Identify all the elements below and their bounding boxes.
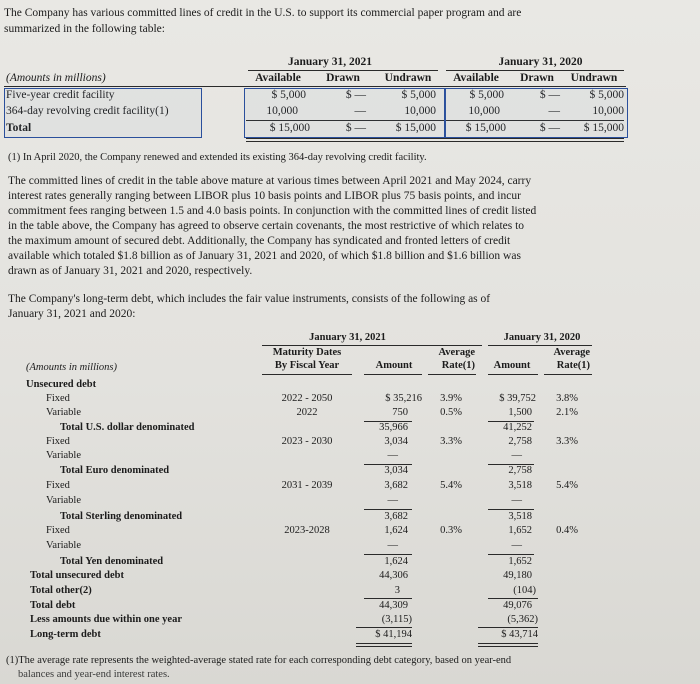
debt-row-label: Fixed xyxy=(46,525,70,536)
debt-cell-amount-2021: $ 41,194 xyxy=(375,629,412,640)
debt-total-label: Total debt xyxy=(30,600,76,611)
debt-total-label: Long-term debt xyxy=(30,629,101,640)
credit-footnote: (1) In April 2020, the Company renewed and extended its existing 364-day revolving credit facility. xyxy=(8,152,427,163)
debt-cell-rate-2020: 2.1% xyxy=(556,407,578,418)
credit-cell: $ 5,000 xyxy=(271,89,306,101)
credit-cell: 10,000 xyxy=(404,105,436,117)
debt-cell-amount-2020: — xyxy=(511,495,522,506)
debt-cell-amount-2021: — xyxy=(387,450,398,461)
debt-period-2021: January 31, 2021 xyxy=(309,332,386,343)
debt-total-label: Total other(2) xyxy=(30,585,92,596)
debt-footnote-line-2: balances and year-end interest rates. xyxy=(18,669,170,680)
credit-total-double-rule xyxy=(246,138,624,142)
debt-average-header-2020: Average xyxy=(553,347,590,358)
debt-cell-amount-2020: — xyxy=(511,540,522,551)
debt-cell-amount-2020: $ 39,752 xyxy=(499,393,536,404)
credit-cell: $ — xyxy=(345,89,366,101)
highlight-box xyxy=(444,88,628,138)
debt-cell-rate-2021: 3.3% xyxy=(440,436,462,447)
credit-cell: $ 5,000 xyxy=(401,89,436,101)
debt-col-rule xyxy=(364,374,422,375)
debt-row-label: Fixed xyxy=(46,480,70,491)
debt-cell-rate-2021: 3.9% xyxy=(440,393,462,404)
debt-cell-maturity: 2023-2028 xyxy=(284,525,330,536)
debt-cell-amount-2021: 750 xyxy=(392,407,408,418)
debt-cell-amount-2020: 49,076 xyxy=(503,600,532,611)
debt-cell-amount-2021: — xyxy=(387,540,398,551)
credit-cell: — xyxy=(548,105,560,117)
paragraph-line: in the table above, the Company has agreed to observe certain covenants, the most restrictive of which relates to xyxy=(8,220,525,232)
paragraph-debt-line-2: January 31, 2021 and 2020: xyxy=(8,308,136,320)
debt-cell-maturity: 2022 - 2050 xyxy=(281,393,333,404)
debt-cell-amount-2021: 44,309 xyxy=(379,600,408,611)
debt-sum-rule xyxy=(488,554,534,555)
paragraph-line: The committed lines of credit in the table above mature at various times between April 2021 and May 2024, carry xyxy=(8,175,532,187)
debt-cell-amount-2020: 2,758 xyxy=(508,465,532,476)
debt-cell-amount-2020: 49,180 xyxy=(503,570,532,581)
credit-header-rule-2020 xyxy=(446,70,624,71)
credit-cell: 10,000 xyxy=(266,105,298,117)
debt-sum-rule xyxy=(356,627,412,628)
paragraph-line: commitment fees ranging between 1.5 and 4.0 basis points. In conjunction with the committed lines of credit listed xyxy=(8,205,537,217)
debt-sum-rule xyxy=(364,509,412,510)
credit-col-undrawn-2021: Undrawn xyxy=(384,72,432,84)
credit-cell: $ 15,000 xyxy=(269,122,310,134)
debt-row-label: Variable xyxy=(46,407,81,418)
debt-cell-amount-2021: 1,624 xyxy=(384,556,408,567)
intro-line-2: summarized in the following table: xyxy=(4,23,165,35)
debt-average-header-2021: Average xyxy=(438,347,475,358)
debt-total-label: Total unsecured debt xyxy=(30,570,124,581)
paragraph-line: the maximum amount of secured debt. Additionally, the Company has syndicated and fronted letters of credit xyxy=(8,235,511,247)
debt-cell-amount-2020: 41,252 xyxy=(503,422,532,433)
debt-col-rule xyxy=(488,374,538,375)
debt-cell-amount-2021: 44,306 xyxy=(379,570,408,581)
debt-sum-rule xyxy=(488,598,538,599)
debt-row-label: Variable xyxy=(46,495,81,506)
credit-cell: $ 15,000 xyxy=(583,122,624,134)
credit-units-label: (Amounts in millions) xyxy=(6,72,106,84)
credit-cell: $ — xyxy=(539,89,560,101)
debt-rate-header-2021: Rate(1) xyxy=(441,360,475,371)
debt-cell-rate-2020: 0.4% xyxy=(556,525,578,536)
debt-cell-amount-2020: 3,518 xyxy=(508,511,532,522)
debt-subtotal-label: Total U.S. dollar denominated xyxy=(60,422,195,433)
debt-cell-amount-2021: 35,966 xyxy=(379,422,408,433)
debt-cell-rate-2020: 3.8% xyxy=(556,393,578,404)
credit-header-rule-2021 xyxy=(248,70,438,71)
debt-col-rule xyxy=(262,374,352,375)
debt-footnote-line-1: (1)The average rate represents the weighted-average stated rate for each corresponding debt category, based on year-end xyxy=(6,655,512,666)
debt-row-label: Fixed xyxy=(46,436,70,447)
debt-amount-header-2020: Amount xyxy=(493,360,531,371)
debt-total-double-rule xyxy=(478,643,538,647)
debt-cell-amount-2020: (104) xyxy=(513,585,536,596)
debt-cell-maturity: 2023 - 2030 xyxy=(281,436,333,447)
debt-sum-rule xyxy=(364,554,412,555)
debt-cell-amount-2021: 3,034 xyxy=(384,465,408,476)
highlight-box xyxy=(244,88,446,138)
paragraph-debt-line-1: The Company's long-term debt, which includes the fair value instruments, consists of the following as of xyxy=(8,293,491,305)
paragraph-line: available which totaled $1.8 billion as of January 31, 2021 and 2020, of which $1.8 billion and $1.6 billion was xyxy=(8,250,521,262)
debt-period-2020: January 31, 2020 xyxy=(503,332,581,343)
debt-cell-amount-2021: 1,624 xyxy=(384,525,408,536)
debt-cell-amount-2021: (3,115) xyxy=(381,614,412,625)
credit-col-undrawn-2020: Undrawn xyxy=(570,72,618,84)
debt-maturity-header-2: By Fiscal Year xyxy=(274,360,340,371)
credit-total-label: Total xyxy=(6,122,32,134)
debt-cell-amount-2020: 1,652 xyxy=(508,525,532,536)
debt-cell-rate-2020: 5.4% xyxy=(556,480,578,491)
credit-period-2021: January 31, 2021 xyxy=(287,56,373,68)
debt-cell-amount-2020: 1,500 xyxy=(508,407,532,418)
debt-header-rule-2021 xyxy=(262,345,482,346)
debt-row-label: Variable xyxy=(46,450,81,461)
credit-cell: $ 5,000 xyxy=(589,89,624,101)
debt-subtotal-label: Total Euro denominated xyxy=(60,465,170,476)
credit-cell: 10,000 xyxy=(468,105,500,117)
debt-row-label: Variable xyxy=(46,540,81,551)
credit-cell: 10,000 xyxy=(592,105,624,117)
credit-period-2020: January 31, 2020 xyxy=(498,56,583,68)
debt-total-label: Less amounts due within one year xyxy=(30,614,182,625)
debt-amount-header-2021: Amount xyxy=(375,360,413,371)
debt-col-rule xyxy=(544,374,592,375)
debt-cell-amount-2021: $ 35,216 xyxy=(385,393,422,404)
credit-cell: $ — xyxy=(539,122,560,134)
debt-rate-header-2020: Rate(1) xyxy=(556,360,590,371)
credit-row-label: 364-day revolving credit facility(1) xyxy=(6,105,169,117)
debt-cell-amount-2021: — xyxy=(387,495,398,506)
debt-cell-rate-2021: 0.5% xyxy=(440,407,462,418)
debt-sum-rule xyxy=(364,598,412,599)
debt-cell-amount-2020: 2,758 xyxy=(508,436,532,447)
debt-row-label: Unsecured debt xyxy=(26,379,97,390)
debt-cell-amount-2020: 3,518 xyxy=(508,480,532,491)
highlight-box xyxy=(4,88,202,138)
credit-cell: $ 15,000 xyxy=(395,122,436,134)
credit-row-label: Five-year credit facility xyxy=(6,89,115,101)
debt-cell-amount-2021: 3,034 xyxy=(384,436,408,447)
credit-cell: $ — xyxy=(345,122,366,134)
credit-col-available-2020: Available xyxy=(453,72,499,84)
credit-cell: $ 15,000 xyxy=(465,122,506,134)
credit-cell: $ 5,000 xyxy=(469,89,504,101)
debt-cell-rate-2020: 3.3% xyxy=(556,436,578,447)
intro-line-1: The Company has various committed lines of credit in the U.S. to support its commercial paper program and are xyxy=(4,7,522,19)
debt-subtotal-label: Total Sterling denominated xyxy=(60,511,183,522)
debt-cell-amount-2021: 3,682 xyxy=(384,480,408,491)
debt-cell-amount-2020: (5,362) xyxy=(507,614,538,625)
debt-cell-rate-2021: 5.4% xyxy=(440,480,462,491)
debt-sum-rule xyxy=(488,509,534,510)
credit-header-bottom-rule xyxy=(4,86,626,87)
debt-cell-amount-2021: 3,682 xyxy=(384,511,408,522)
credit-col-available-2021: Available xyxy=(255,72,301,84)
debt-header-rule-2020 xyxy=(488,345,592,346)
debt-cell-maturity: 2031 - 2039 xyxy=(281,480,333,491)
paragraph-line: interest rates generally ranging between LIBOR plus 10 basis points and LIBOR plus 75 basis points, and incur xyxy=(8,190,521,202)
debt-cell-maturity: 2022 xyxy=(296,407,318,418)
debt-units-label: (Amounts in millions) xyxy=(26,362,117,373)
paragraph-line: drawn as of January 31, 2021 and 2020, respectively. xyxy=(8,265,253,277)
debt-row-label: Fixed xyxy=(46,393,70,404)
credit-cell: — xyxy=(354,105,366,117)
credit-col-drawn-2021: Drawn xyxy=(326,72,360,84)
debt-cell-amount-2020: 1,652 xyxy=(508,556,532,567)
debt-cell-rate-2021: 0.3% xyxy=(440,525,462,536)
debt-maturity-header-1: Maturity Dates xyxy=(272,347,342,358)
credit-col-drawn-2020: Drawn xyxy=(520,72,554,84)
debt-total-double-rule xyxy=(356,643,412,647)
debt-col-rule xyxy=(428,374,476,375)
debt-cell-amount-2021: 3 xyxy=(394,585,400,596)
debt-cell-amount-2020: $ 43,714 xyxy=(501,629,538,640)
debt-cell-amount-2020: — xyxy=(511,450,522,461)
debt-subtotal-label: Total Yen denominated xyxy=(60,556,164,567)
debt-sum-rule xyxy=(478,627,538,628)
